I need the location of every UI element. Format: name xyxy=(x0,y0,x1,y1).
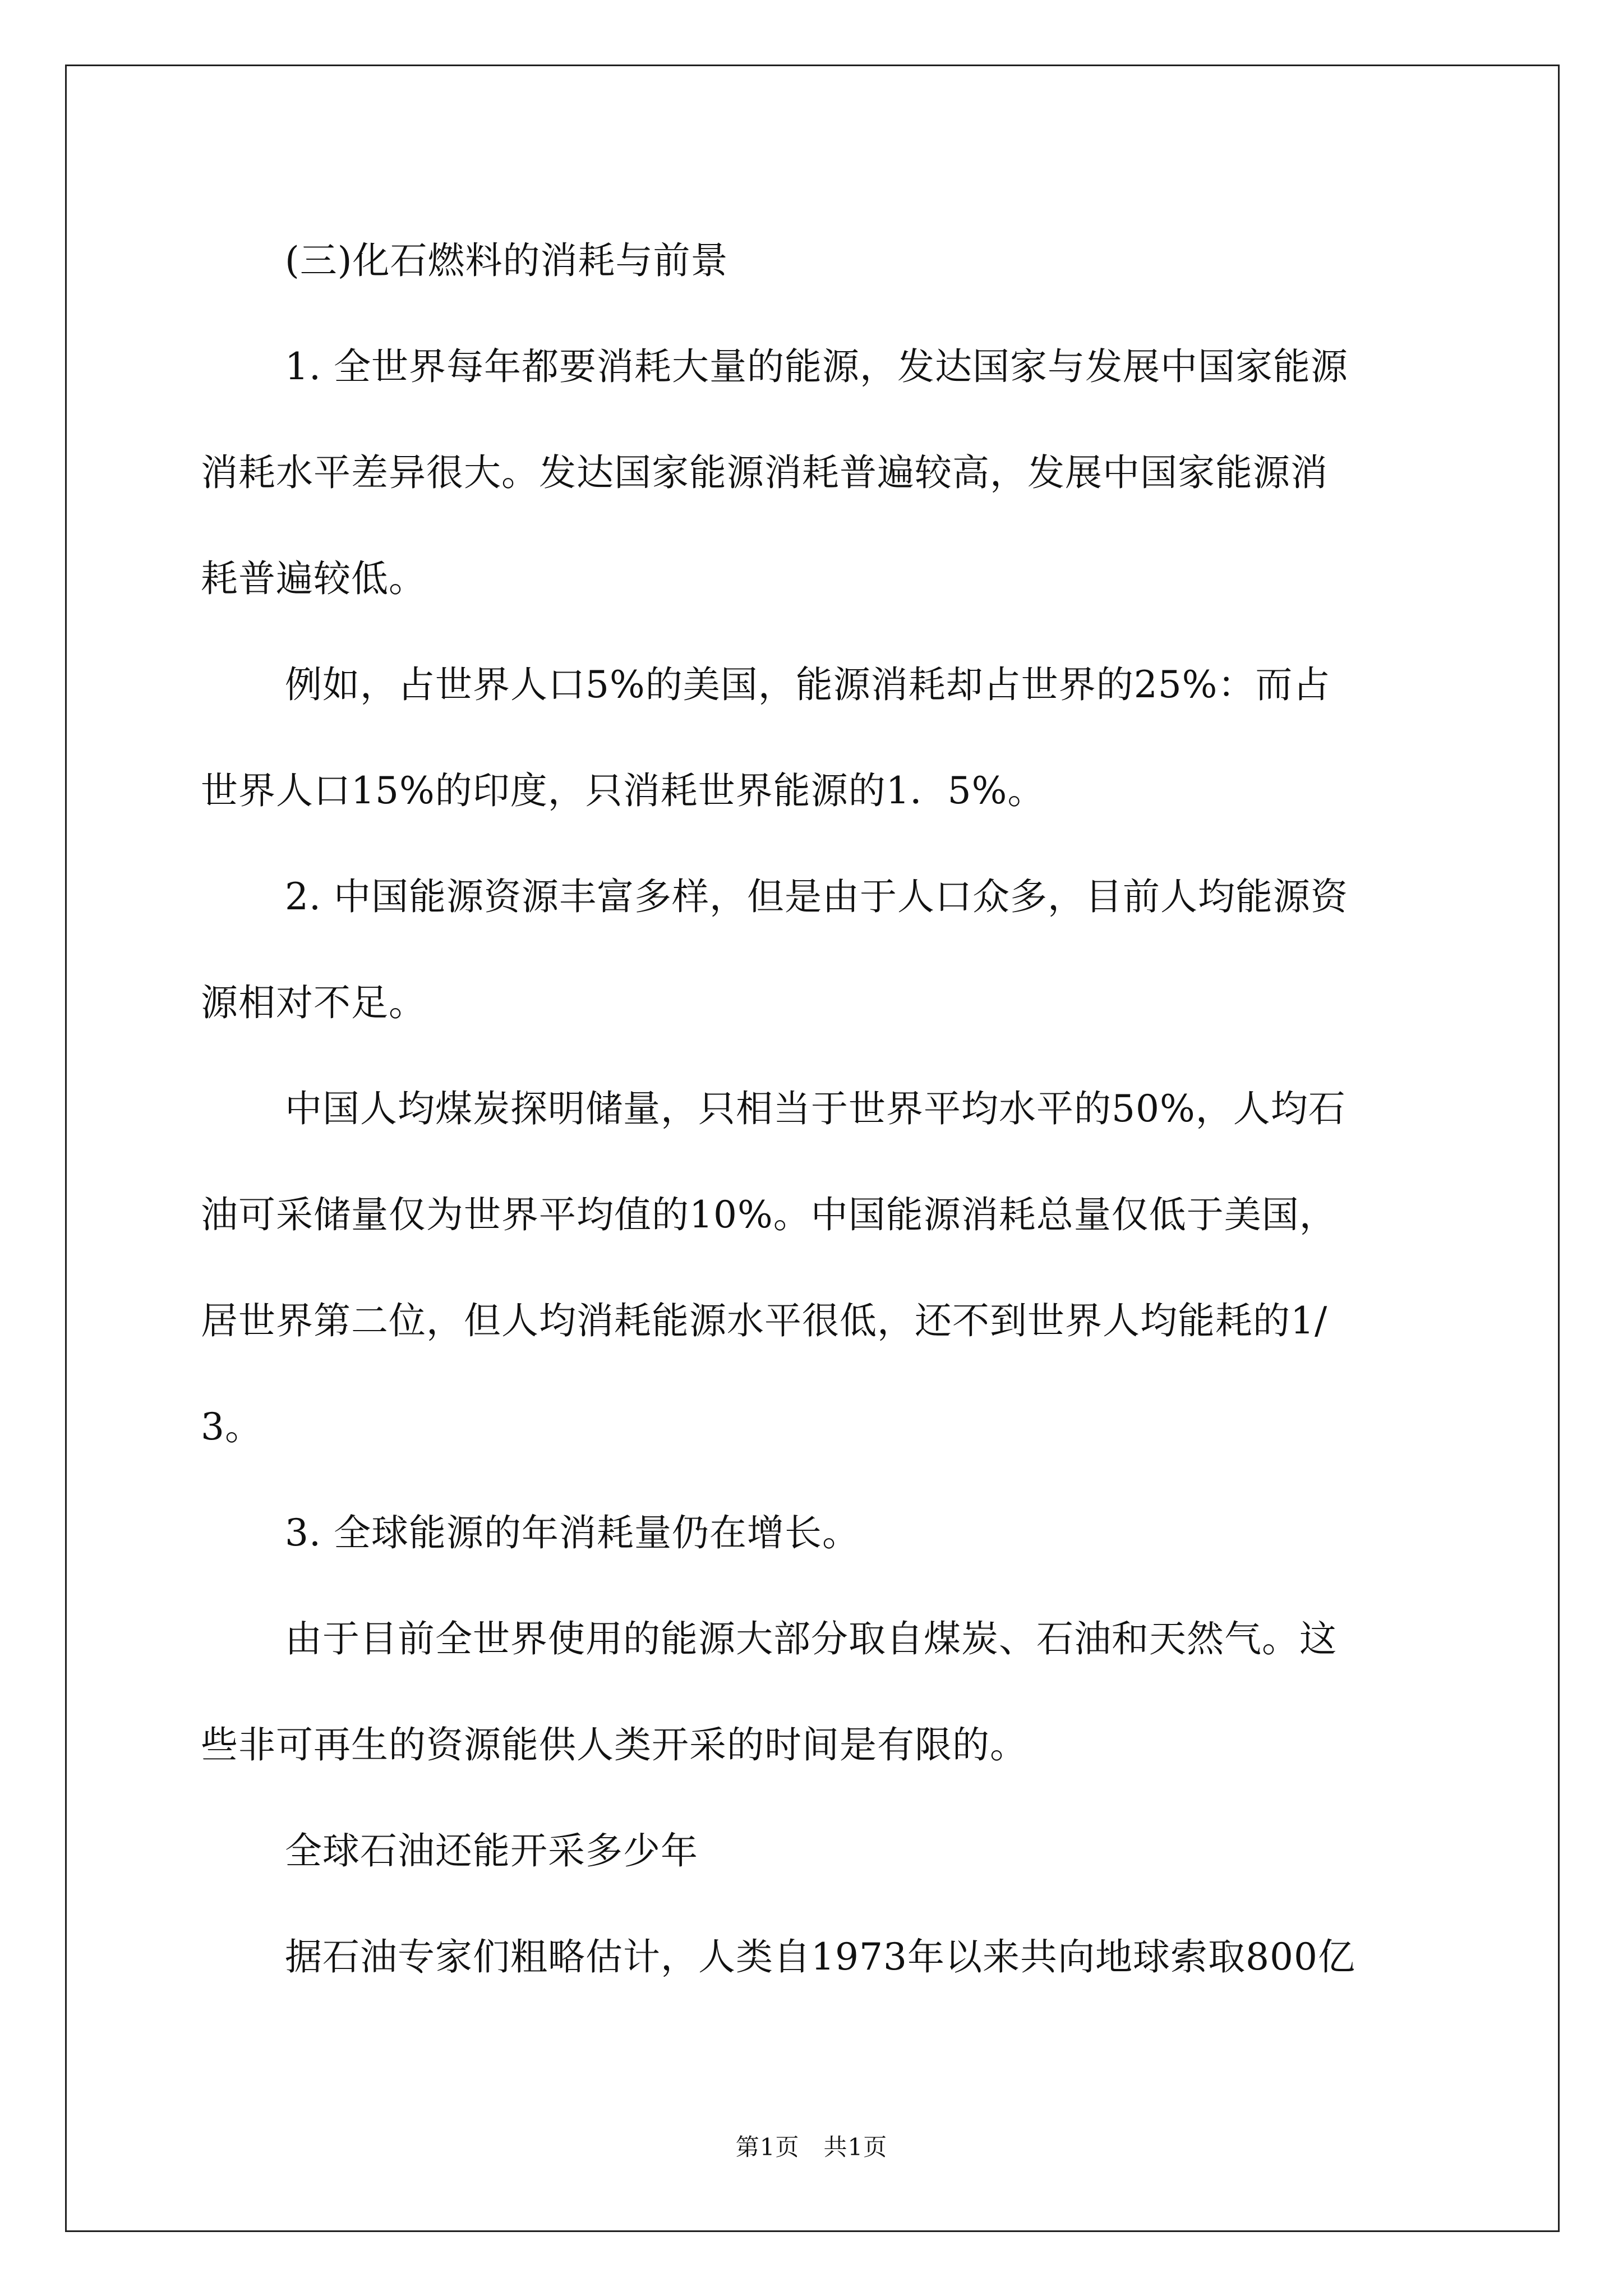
text-line: 中国人均煤炭探明储量，只相当于世界平均水平的50%，人均石 xyxy=(285,1087,1346,1130)
text-line: 1. 全世界每年都要消耗大量的能源，发达国家与发展中国家能源 xyxy=(285,345,1348,388)
text-line: 世界人口15%的印度，只消耗世界能源的1．5%。 xyxy=(201,769,1045,812)
document-body xyxy=(201,208,1468,2010)
section-heading: (三)化石燃料的消耗与前景 xyxy=(285,239,728,282)
page-number-footer: 第1页 共1页 xyxy=(735,2133,888,2161)
text-line: 居世界第二位，但人均消耗能源水平很低，还不到世界人均能耗的1/ xyxy=(201,1299,1328,1342)
text-line: 3. 全球能源的年消耗量仍在增长。 xyxy=(285,1511,860,1554)
subheading-line: 全球石油还能开采多少年 xyxy=(285,1829,698,1872)
text-line: 3。 xyxy=(201,1405,262,1448)
text-line: 由于目前全世界使用的能源大部分取自煤炭、石油和天然气。这 xyxy=(285,1617,1337,1660)
text-line: 耗普遍较低。 xyxy=(201,557,426,600)
document-text xyxy=(201,208,1468,2010)
text-line: 消耗水平差异很大。发达国家能源消耗普遍较高，发展中国家能源消 xyxy=(201,451,1328,494)
text-line: 源相对不足。 xyxy=(201,981,426,1024)
text-line: 例如，占世界人口5%的美国，能源消耗却占世界的25%：而占 xyxy=(285,663,1331,706)
text-line: 些非可再生的资源能供人类开采的时间是有限的。 xyxy=(201,1723,1027,1766)
text-line: 据石油专家们粗略估计，人类自1973年以来共向地球索取800亿 xyxy=(285,1935,1355,1978)
text-line: 2. 中国能源资源丰富多样，但是由于人口众多，目前人均能源资 xyxy=(285,875,1348,918)
text-line: 油可采储量仅为世界平均值的10%。中国能源消耗总量仅低于美国， xyxy=(201,1193,1337,1236)
